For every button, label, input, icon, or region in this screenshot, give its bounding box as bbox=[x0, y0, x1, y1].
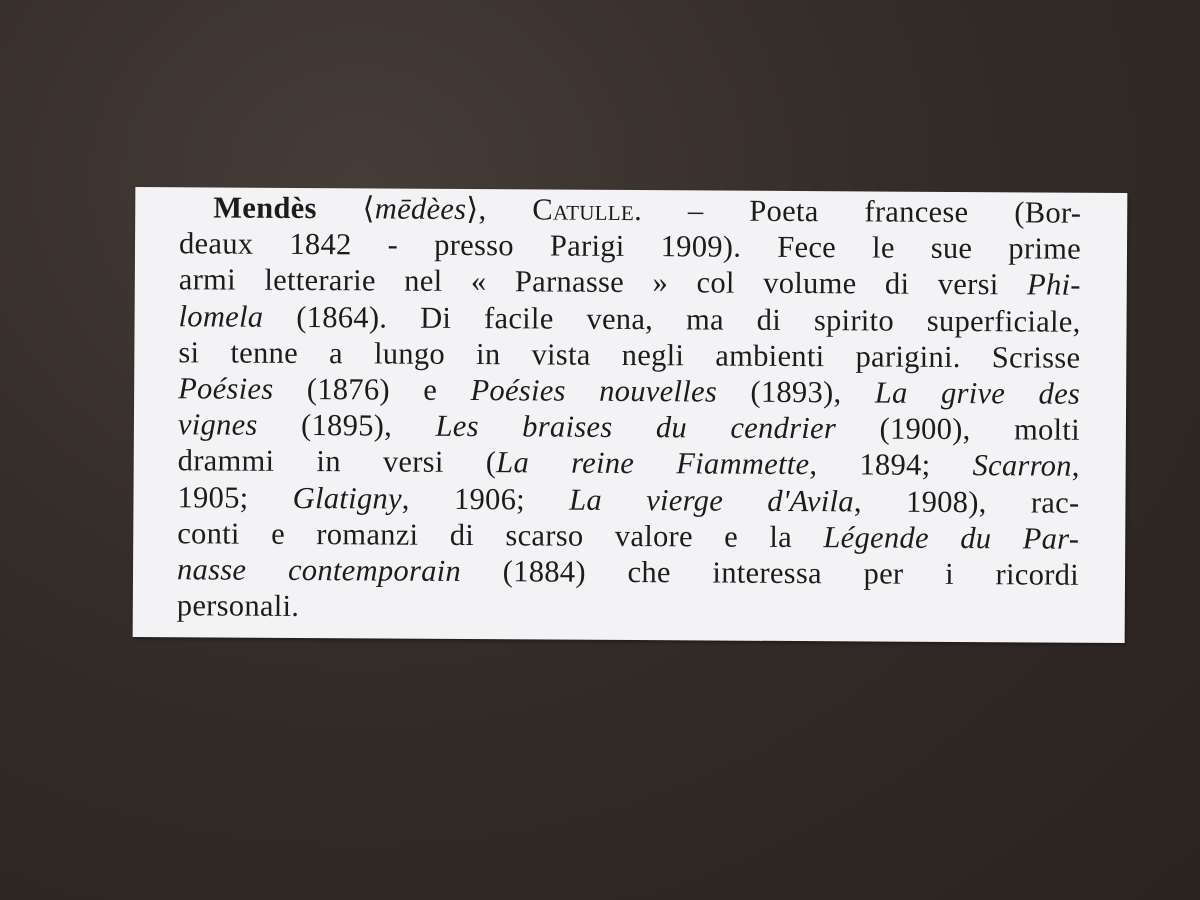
dictionary-clipping bbox=[133, 187, 1128, 643]
italic-title: Glatigny bbox=[292, 480, 402, 516]
entry-line bbox=[178, 370, 1080, 412]
entry-text-segment: si tenne a lungo in vista negli ambienti parigini. Scrisse bbox=[178, 334, 1081, 375]
italic-title: Les braises du cendrier bbox=[435, 408, 837, 446]
entry-line bbox=[177, 515, 1079, 557]
italic-title: lomela bbox=[178, 298, 264, 334]
entry-line bbox=[177, 551, 1079, 593]
italic-title: mēdèes bbox=[374, 191, 467, 226]
entry-text-segment: , 1908), rac- bbox=[853, 483, 1080, 520]
entry-text-segment: drammi in versi ( bbox=[177, 443, 497, 480]
entry-text-segment: (1900), molti bbox=[836, 411, 1081, 447]
entry-text-segment: , 1894; bbox=[809, 447, 973, 483]
entry-line bbox=[179, 225, 1081, 267]
entry-text-segment: deaux 1842 - presso Parigi 1909). Fece le sue prime bbox=[178, 226, 1082, 266]
italic-title: La grive des bbox=[874, 375, 1081, 411]
entry-text-segment: , bbox=[1071, 449, 1080, 484]
entry-line bbox=[178, 406, 1080, 448]
italic-title: Légende du Par- bbox=[823, 519, 1080, 556]
entry-text-segment: ⟨ bbox=[316, 191, 375, 226]
entry-text-segment: 1905; bbox=[177, 479, 293, 515]
entry-line bbox=[177, 587, 1079, 629]
entry-text-segment: armi letterarie nel « Parnasse » col volume di versi bbox=[178, 262, 1028, 302]
italic-title: La reine Fiammette bbox=[496, 445, 810, 482]
entry-text-segment: Catulle bbox=[532, 192, 635, 228]
entry-text-segment: (1884) che interessa per i ricordi bbox=[460, 553, 1080, 592]
entry-text-segment: , 1906; bbox=[401, 481, 570, 517]
italic-title: Scarron bbox=[972, 448, 1072, 484]
entry-line bbox=[177, 479, 1079, 521]
entry-text-segment: ⟩, bbox=[466, 191, 533, 227]
entry-text bbox=[177, 189, 1082, 629]
entry-line bbox=[178, 334, 1080, 376]
entry-line bbox=[178, 298, 1080, 340]
italic-title: vignes bbox=[177, 407, 258, 442]
entry-headword: Mendès bbox=[213, 190, 317, 226]
entry-line bbox=[179, 262, 1081, 304]
entry-text-segment: (1876) e bbox=[273, 371, 471, 407]
italic-title: Poésies bbox=[178, 371, 274, 406]
entry-line bbox=[179, 189, 1081, 231]
entry-text-segment: (1893), bbox=[716, 374, 875, 410]
italic-title: La vierge d'Avila bbox=[569, 482, 855, 518]
italic-title: Phi- bbox=[1026, 267, 1081, 303]
italic-title: Poésies nouvelles bbox=[470, 372, 718, 409]
italic-title: nasse contemporain bbox=[176, 552, 462, 588]
entry-text-segment: (1864). Di facile vena, ma di spirito superficiale, bbox=[263, 299, 1081, 339]
entry-text-segment: . – Poeta francese (Bor- bbox=[634, 193, 1082, 230]
entry-text-segment: personali. bbox=[176, 588, 300, 624]
entry-line bbox=[178, 443, 1080, 485]
entry-text-segment: conti e romanzi di scarso valore e la bbox=[177, 515, 824, 554]
entry-text-segment: (1895), bbox=[257, 407, 436, 443]
